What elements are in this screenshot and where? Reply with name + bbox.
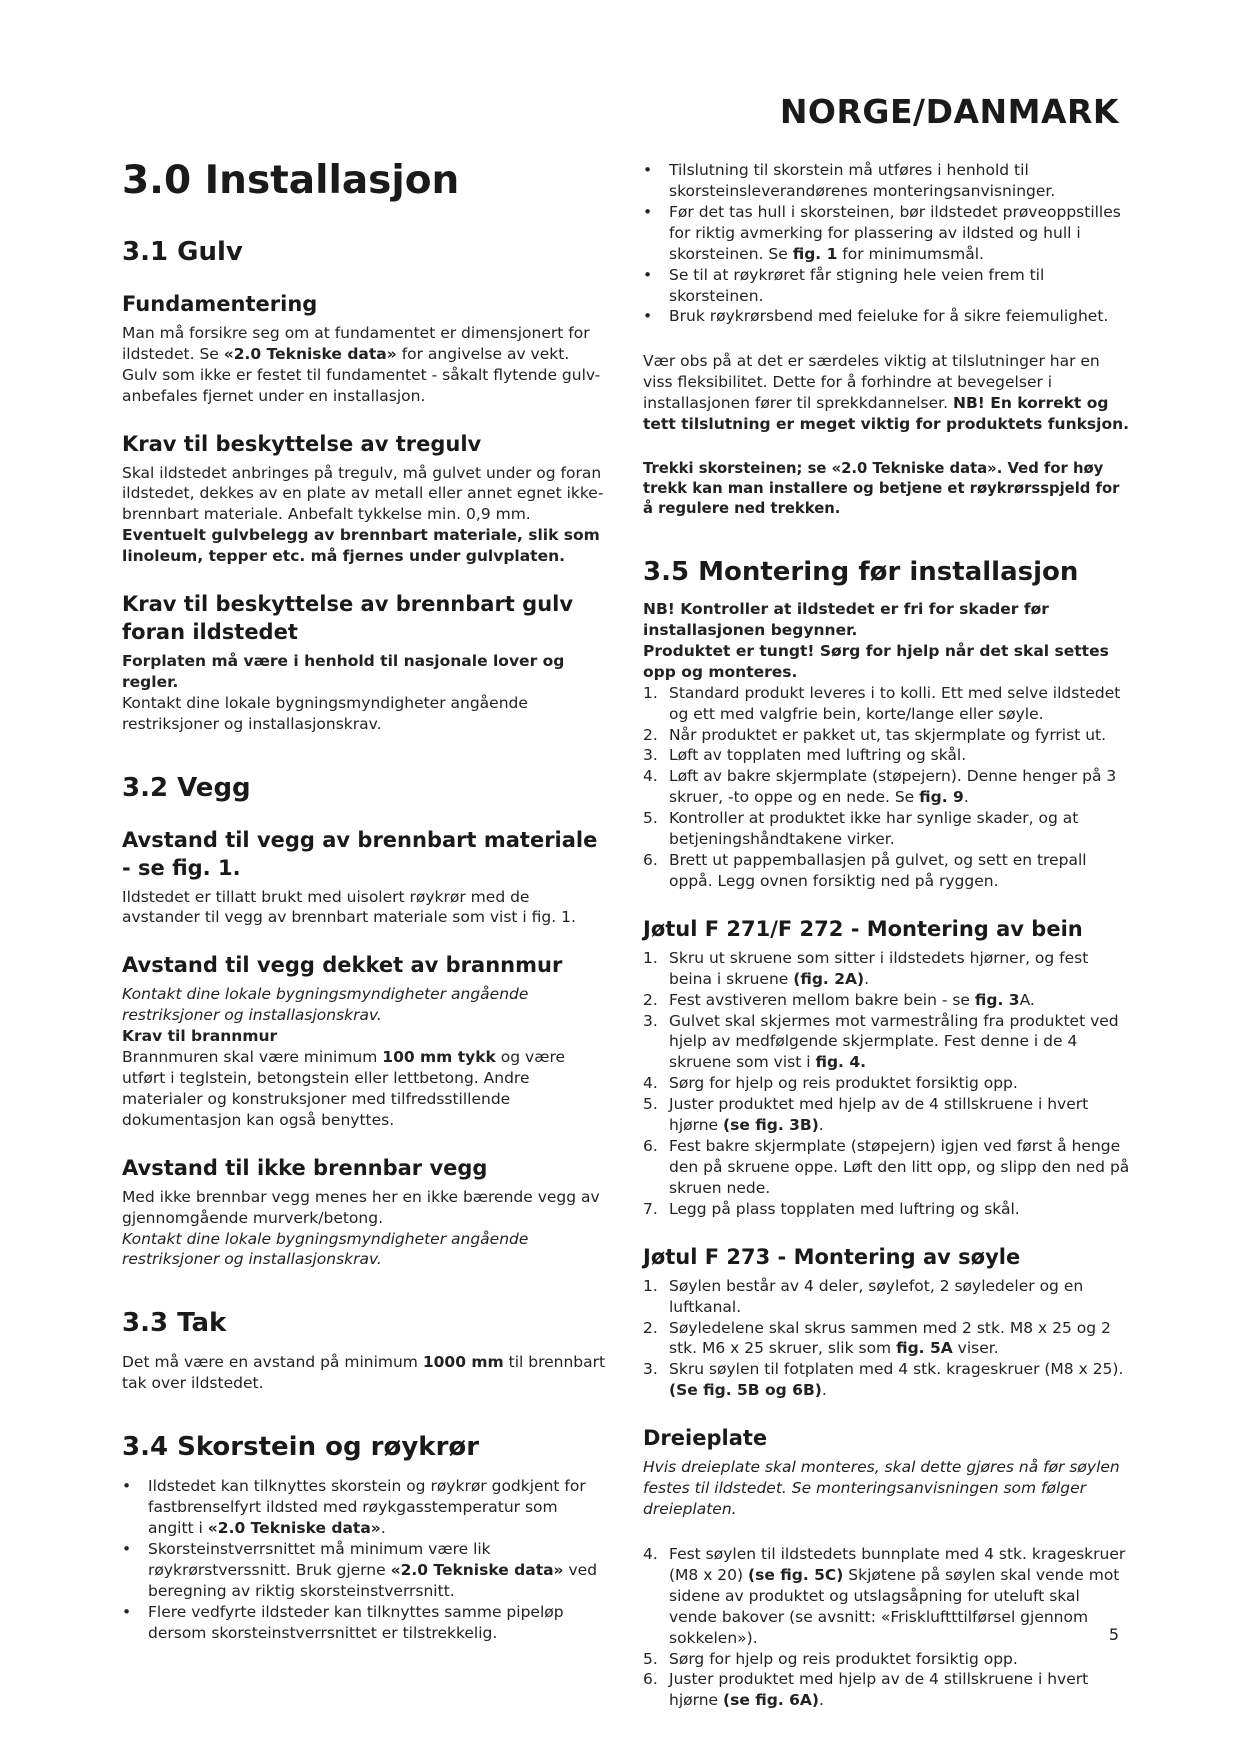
list-item: 1. Skru ut skruene som sitter i ildstedets hjørner, og fest beina i skruene (fig. 2A). bbox=[643, 948, 1089, 988]
brennbart-gulv-bold-text: Forplaten må være i henhold til nasjonale lover og regler. bbox=[122, 651, 565, 691]
list-item: 6. Brett ut pappemballasjen på gulvet, og sett en trepall oppå. Legg ovnen forsiktig ned på ryggen. bbox=[643, 851, 1087, 890]
soyle-heading: Jøtul F 273 - Montering av søyle bbox=[643, 1244, 1021, 1269]
list-item: 5. Juster produktet med hjelp av de 4 stillskruene i hvert hjørne (se fig. 3B). bbox=[643, 1095, 1089, 1135]
list-item: • Før det tas hull i skorsteinen, bør ildstedet prøveoppstilles for riktig avmerking for plassering av ildsted og hull i skorsteinen. Se fig. 1 for minimumsmål. bbox=[643, 202, 1121, 263]
bein-steps bbox=[643, 948, 1131, 1220]
brennbart-gulv-heading: Krav til beskyttelse av brennbart gulv foran ildstedet bbox=[122, 592, 574, 645]
ikke-brennbar-vegg-text: Med ikke brennbar vegg menes her en ikke bærende vegg av gjennomgående murverk/betong. bbox=[122, 1187, 600, 1227]
ikke-brennbar-vegg-heading: Avstand til ikke brennbar vegg bbox=[122, 1155, 488, 1180]
list-item: • Se til at røykrøret får stigning hele veien frem til skorsteinen. bbox=[643, 265, 1045, 305]
fundamentering-text: Man må forsikre seg om at fundamentet er dimensjonert for ildstedet. Se «2.0 Tekniske data» for angivelse av vekt. Gulv som ikke er festet til fundamentet - såkalt flytende gulv- anbefales fjernet under en installasjon. bbox=[122, 323, 601, 405]
page-title: 3.0 Installasjon bbox=[122, 158, 460, 203]
avstand-brannmur-heading: Avstand til vegg dekket av brannmur bbox=[122, 953, 563, 978]
list-item: • Flere vedfyrte ildsteder kan tilknyttes samme pipeløp dersom skorsteinstverrsnittet er tilstrekkelig. bbox=[122, 1602, 564, 1642]
nb-kontroller-text: NB! Kontroller at ildstedet er fri for skader før installasjonen begynner. bbox=[643, 599, 1049, 639]
list-item: • Ildstedet kan tilknyttes skorstein og røykrør godkjent for fastbrenselfyrt ildsted med røykgasstemperatur som angitt i «2.0 Tekniske data». bbox=[122, 1477, 586, 1538]
list-item: • Tilslutning til skorstein må utføres i henhold til skorsteinsleverandørenes monteringsanvisninger. bbox=[643, 161, 1056, 200]
avstand-brennbart-heading: Avstand til vegg av brennbart materiale - se fig. 1. bbox=[122, 827, 598, 880]
dreieplate-italic: Hvis dreieplate skal monteres, skal dette gjøres nå før søylen festes til ildstedet. Se monteringsanvisningen som følger dreieplaten. bbox=[643, 1458, 1120, 1518]
list-item: 5. Sørg for hjelp og reis produktet forsiktig opp. bbox=[643, 1649, 1018, 1668]
list-item: 3. Skru søylen til fotplaten med 4 stk. krageskruer (M8 x 25). (Se fig. 5B og 6B). bbox=[643, 1360, 1124, 1400]
list-item: • Bruk røykrørsbend med feieluke for å sikre feiemulighet. bbox=[643, 307, 1109, 326]
right-column bbox=[643, 160, 1131, 1711]
list-item: 7. Legg på plass topplaten med luftring og skål. bbox=[643, 1199, 1020, 1218]
page-number: 5 bbox=[1108, 1625, 1119, 1644]
section-3-1-heading: 3.1 Gulv bbox=[122, 237, 243, 267]
section-3-5-heading: 3.5 Montering før installasjon bbox=[643, 556, 1079, 587]
bein-heading: Jøtul F 271/F 272 - Montering av bein bbox=[643, 916, 1083, 941]
left-column bbox=[122, 158, 608, 1644]
list-item: 4. Sørg for hjelp og reis produktet forsiktig opp. bbox=[643, 1074, 1018, 1093]
nb-tungt-text: Produktet er tungt! Sørg for hjelp når det skal settes opp og monteres. bbox=[643, 641, 1109, 681]
avstand-brennbart-text: Ildstedet er tillatt brukt med uisolert røykrør med de avstander til vegg av brennbart materiale som vist i fig. 1. bbox=[122, 887, 576, 927]
section-3-4-heading: 3.4 Skorstein og røykrør bbox=[122, 1432, 480, 1463]
list-item: 3. Løft av topplaten med luftring og skål. bbox=[643, 746, 967, 765]
list-item: 4. Fest søylen til ildstedets bunnplate med 4 stk. krageskruer (M8 x 20) (se fig. 5C) Skjøtene på søylen skal vende mot sidene av produktet og utslagsåpning for uteluft skal vende bakover (se avsnitt: «Friskluftttilførsel gjennom sokkelen»). bbox=[643, 1544, 1126, 1647]
section-3-2-heading: 3.2 Vegg bbox=[122, 772, 251, 803]
skorstein-bullet-list bbox=[122, 1476, 608, 1643]
brannmur-text: Brannmuren skal være minimum 100 mm tykk og være utført i teglstein, betongstein eller lettbetong. Andre materialer og konstruksjoner med tilfredsstillende dokumentasjon kan også benyttes. bbox=[122, 1048, 566, 1129]
ikke-brennbar-vegg-italic: Kontakt dine lokale bygningsmyndigheter angående restriksjoner og installasjonskrav. bbox=[122, 1229, 529, 1269]
montering-steps bbox=[643, 683, 1131, 892]
avstand-brannmur-italic: Kontakt dine lokale bygningsmyndigheter angående restriksjoner og installasjonskrav. bbox=[122, 985, 529, 1025]
dreieplate-steps bbox=[643, 1544, 1131, 1711]
list-item: 2. Søyledelene skal skrus sammen med 2 stk. M8 x 25 og 2 stk. M6 x 25 skruer, slik som fig. 5A viser. bbox=[643, 1318, 1111, 1358]
krav-brannmur-label: Krav til brannmur bbox=[122, 1027, 278, 1046]
tregulv-bold-text: Eventuelt gulvbelegg av brennbart materiale, slik som linoleum, tepper etc. må fjernes under gulvplaten. bbox=[122, 526, 600, 566]
list-item: 1. Standard produkt leveres i to kolli. Ett med selve ildstedet og ett med valgfrie bein, korte/lange eller søyle. bbox=[643, 683, 1121, 723]
soyle-steps bbox=[643, 1276, 1131, 1402]
trekk-text: Trekki skorsteinen; se «2.0 Tekniske data». Ved for høy trekk kan man installere og betjene et røykrørsspjeld for å regulere ned trekken. bbox=[643, 460, 1120, 517]
obs-text: Vær obs på at det er særdeles viktig at tilslutninger har en viss fleksibilitet. Dette for å forhindre at bevegelser i installasjonen fører til sprekkdannelser. NB! En korrekt og tett tilslutning er meget viktig for produktets funksjon. bbox=[643, 352, 1130, 434]
list-item: 6. Juster produktet med hjelp av de 4 stillskruene i hvert hjørne (se fig. 6A). bbox=[643, 1670, 1089, 1710]
region-header: NORGE/DANMARK bbox=[779, 92, 1119, 131]
list-item: 4. Løft av bakre skjermplate (støpejern). Denne henger på 3 skruer, -to oppe og en nede. Se fig. 9. bbox=[643, 767, 1117, 807]
list-item: 2. Når produktet er pakket ut, tas skjermplate og fyrrist ut. bbox=[643, 725, 1107, 744]
tilslutning-bullet-list bbox=[643, 160, 1131, 327]
list-item: 2. Fest avstiveren mellom bakre bein - se fig. 3A. bbox=[643, 990, 1035, 1009]
section-3-3-heading: 3.3 Tak bbox=[122, 1308, 227, 1339]
dreieplate-heading: Dreieplate bbox=[643, 1426, 768, 1451]
list-item: 6. Fest bakre skjermplate (støpejern) igjen ved først å henge den på skruene oppe. Løft den litt opp, og slipp den ned på skruen nede. bbox=[643, 1137, 1130, 1197]
brennbart-gulv-text: Kontakt dine lokale bygningsmyndigheter angående restriksjoner og installasjonskrav. bbox=[122, 693, 528, 733]
list-item: 5. Kontroller at produktet ikke har synlige skader, og at betjeningshåndtakene virker. bbox=[643, 809, 1079, 849]
tregulv-heading: Krav til beskyttelse av tregulv bbox=[122, 431, 482, 456]
tregulv-text: Skal ildstedet anbringes på tregulv, må gulvet under og foran ildstedet, dekkes av en plate av metall eller annet egnet ikke-brennbart materiale. Anbefalt tykkelse min. 0,9 mm. bbox=[122, 463, 604, 524]
list-item: 1. Søylen består av 4 deler, søylefot, 2 søyledeler og en luftkanal. bbox=[643, 1276, 1084, 1316]
list-item: • Skorsteinstverrsnittet må minimum være lik røykrørstverssnitt. Bruk gjerne «2.0 Tekniske data» ved beregning av riktig skorsteinstverrsnitt. bbox=[122, 1539, 598, 1600]
tak-text: Det må være en avstand på minimum 1000 mm til brennbart tak over ildstedet. bbox=[122, 1353, 606, 1393]
list-item: 3. Gulvet skal skjermes mot varmestråling fra produktet ved hjelp av medfølgende skjermplate. Fest denne i de 4 skruene som vist i fig. 4. bbox=[643, 1011, 1119, 1072]
fundamentering-heading: Fundamentering bbox=[122, 292, 318, 316]
